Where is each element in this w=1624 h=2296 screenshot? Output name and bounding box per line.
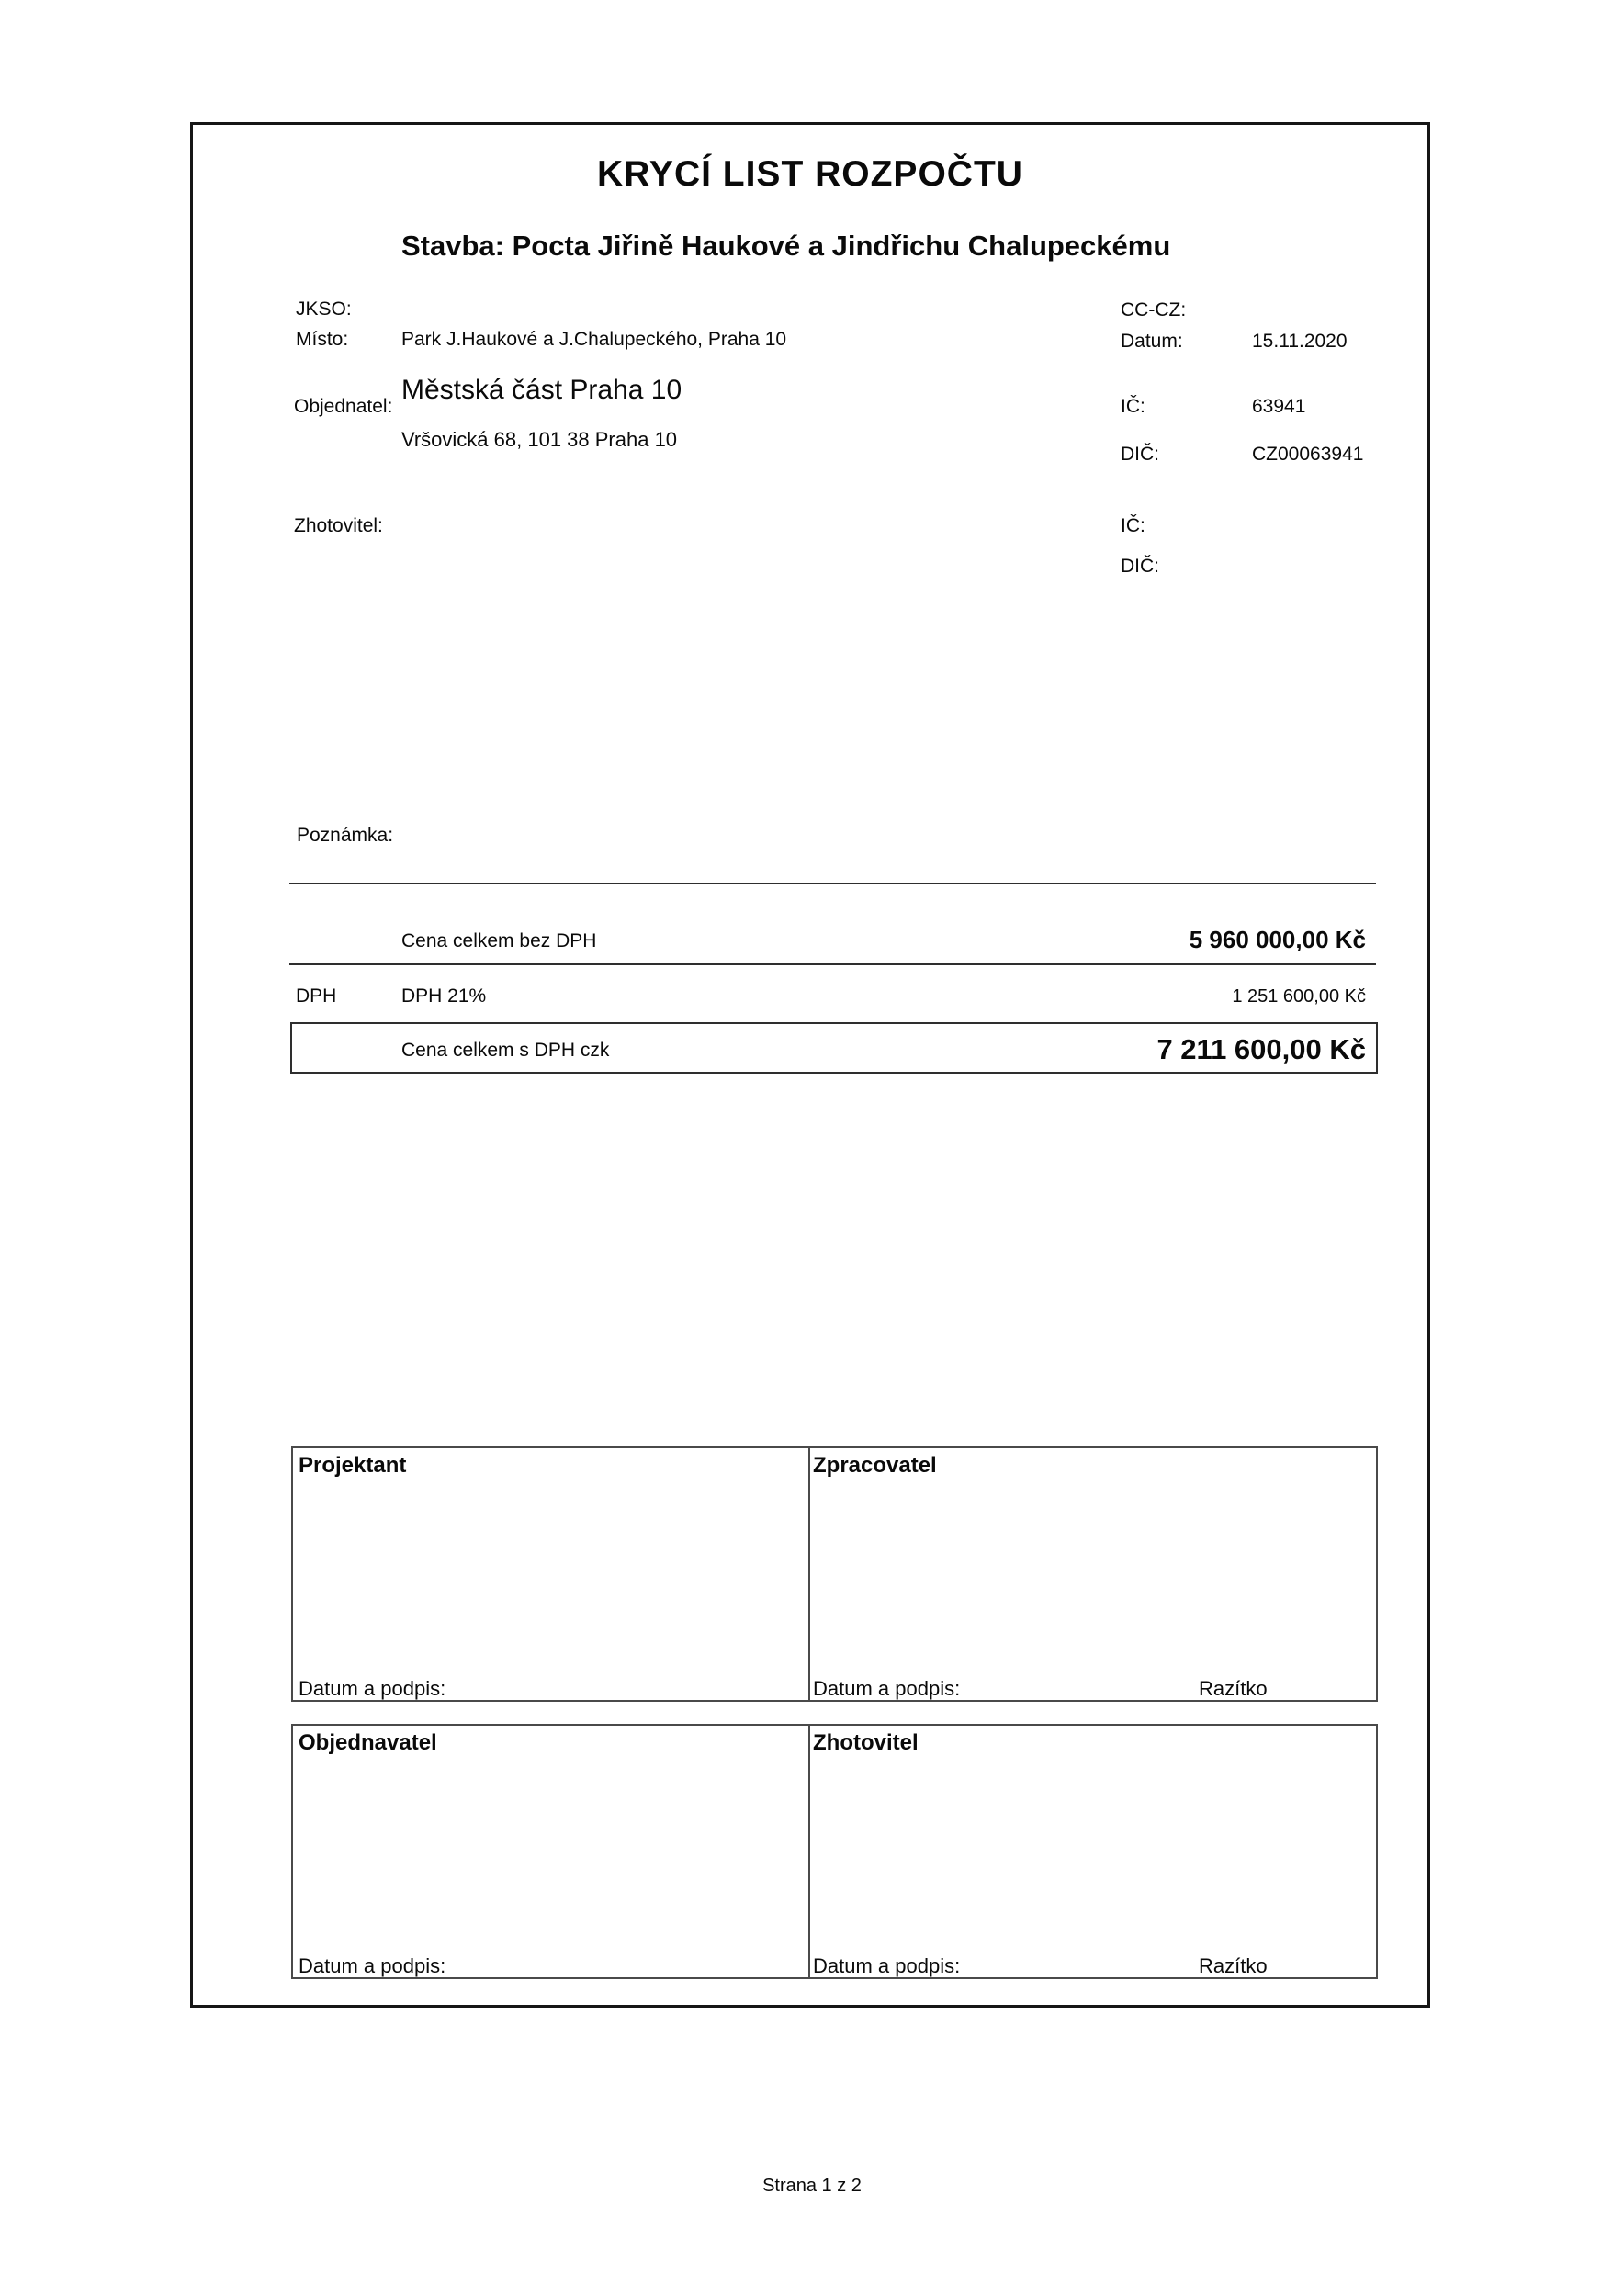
- objednatel-name: Městská část Praha 10: [401, 375, 682, 405]
- divider-line-top: [289, 883, 1376, 884]
- signature-title-objednavatel: Objednavatel: [299, 1730, 437, 1755]
- vat-label: DPH 21%: [401, 985, 487, 1007]
- signature-title-zpracovatel: Zpracovatel: [813, 1453, 937, 1478]
- signature-box-projektant-zpracovatel: [291, 1446, 1378, 1702]
- stavba-subtitle: Stavba: Pocta Jiřině Haukové a Jindřichu Chalupeckému: [401, 230, 1171, 262]
- dic-label-1: DIČ:: [1121, 444, 1159, 465]
- signature-box-objednavatel-zhotovitel: [291, 1724, 1378, 1979]
- misto-value: Park J.Haukové a J.Chalupeckého, Praha 10: [401, 329, 787, 350]
- date-sign-label-4: Datum a podpis:: [813, 1954, 961, 1977]
- ic-label-1: IČ:: [1121, 396, 1145, 417]
- cccz-label: CC-CZ:: [1121, 299, 1187, 321]
- dph-row-label: DPH: [296, 985, 337, 1007]
- signature-box-1-divider: [808, 1446, 810, 1702]
- gross-total-label: Cena celkem s DPH czk: [401, 1040, 610, 1061]
- poznamka-label: Poznámka:: [297, 825, 394, 846]
- page-number: Strana 1 z 2: [762, 2176, 862, 2196]
- jkso-label: JKSO:: [296, 298, 352, 320]
- signature-box-2-divider: [808, 1724, 810, 1979]
- net-total-label: Cena celkem bez DPH: [401, 930, 597, 951]
- stamp-label-2: Razítko: [1199, 1954, 1268, 1977]
- objednatel-label: Objednatel:: [294, 396, 393, 417]
- dic-label-2: DIČ:: [1121, 556, 1159, 577]
- gross-total-value: 7 211 600,00 Kč: [1156, 1033, 1366, 1065]
- divider-line-middle: [289, 963, 1376, 965]
- date-sign-label-3: Datum a podpis:: [299, 1954, 446, 1977]
- date-sign-label-2: Datum a podpis:: [813, 1677, 961, 1700]
- objednatel-address: Vršovická 68, 101 38 Praha 10: [401, 428, 678, 451]
- date-sign-label-1: Datum a podpis:: [299, 1677, 446, 1700]
- ic-value: 63941: [1252, 396, 1306, 417]
- zhotovitel-label: Zhotovitel:: [294, 515, 383, 536]
- signature-title-zhotovitel: Zhotovitel: [813, 1730, 919, 1755]
- stamp-label-1: Razítko: [1199, 1677, 1268, 1700]
- net-total-value: 5 960 000,00 Kč: [1189, 926, 1366, 953]
- doc-title: KRYCÍ LIST ROZPOČTU: [597, 154, 1023, 194]
- misto-label: Místo:: [296, 329, 349, 350]
- datum-label: Datum:: [1121, 331, 1183, 352]
- datum-value: 15.11.2020: [1252, 331, 1348, 352]
- dic-value: CZ00063941: [1252, 444, 1364, 465]
- ic-label-2: IČ:: [1121, 515, 1145, 536]
- vat-value: 1 251 600,00 Kč: [1232, 986, 1366, 1007]
- signature-title-projektant: Projektant: [299, 1453, 407, 1478]
- title-wrap: [190, 154, 1430, 195]
